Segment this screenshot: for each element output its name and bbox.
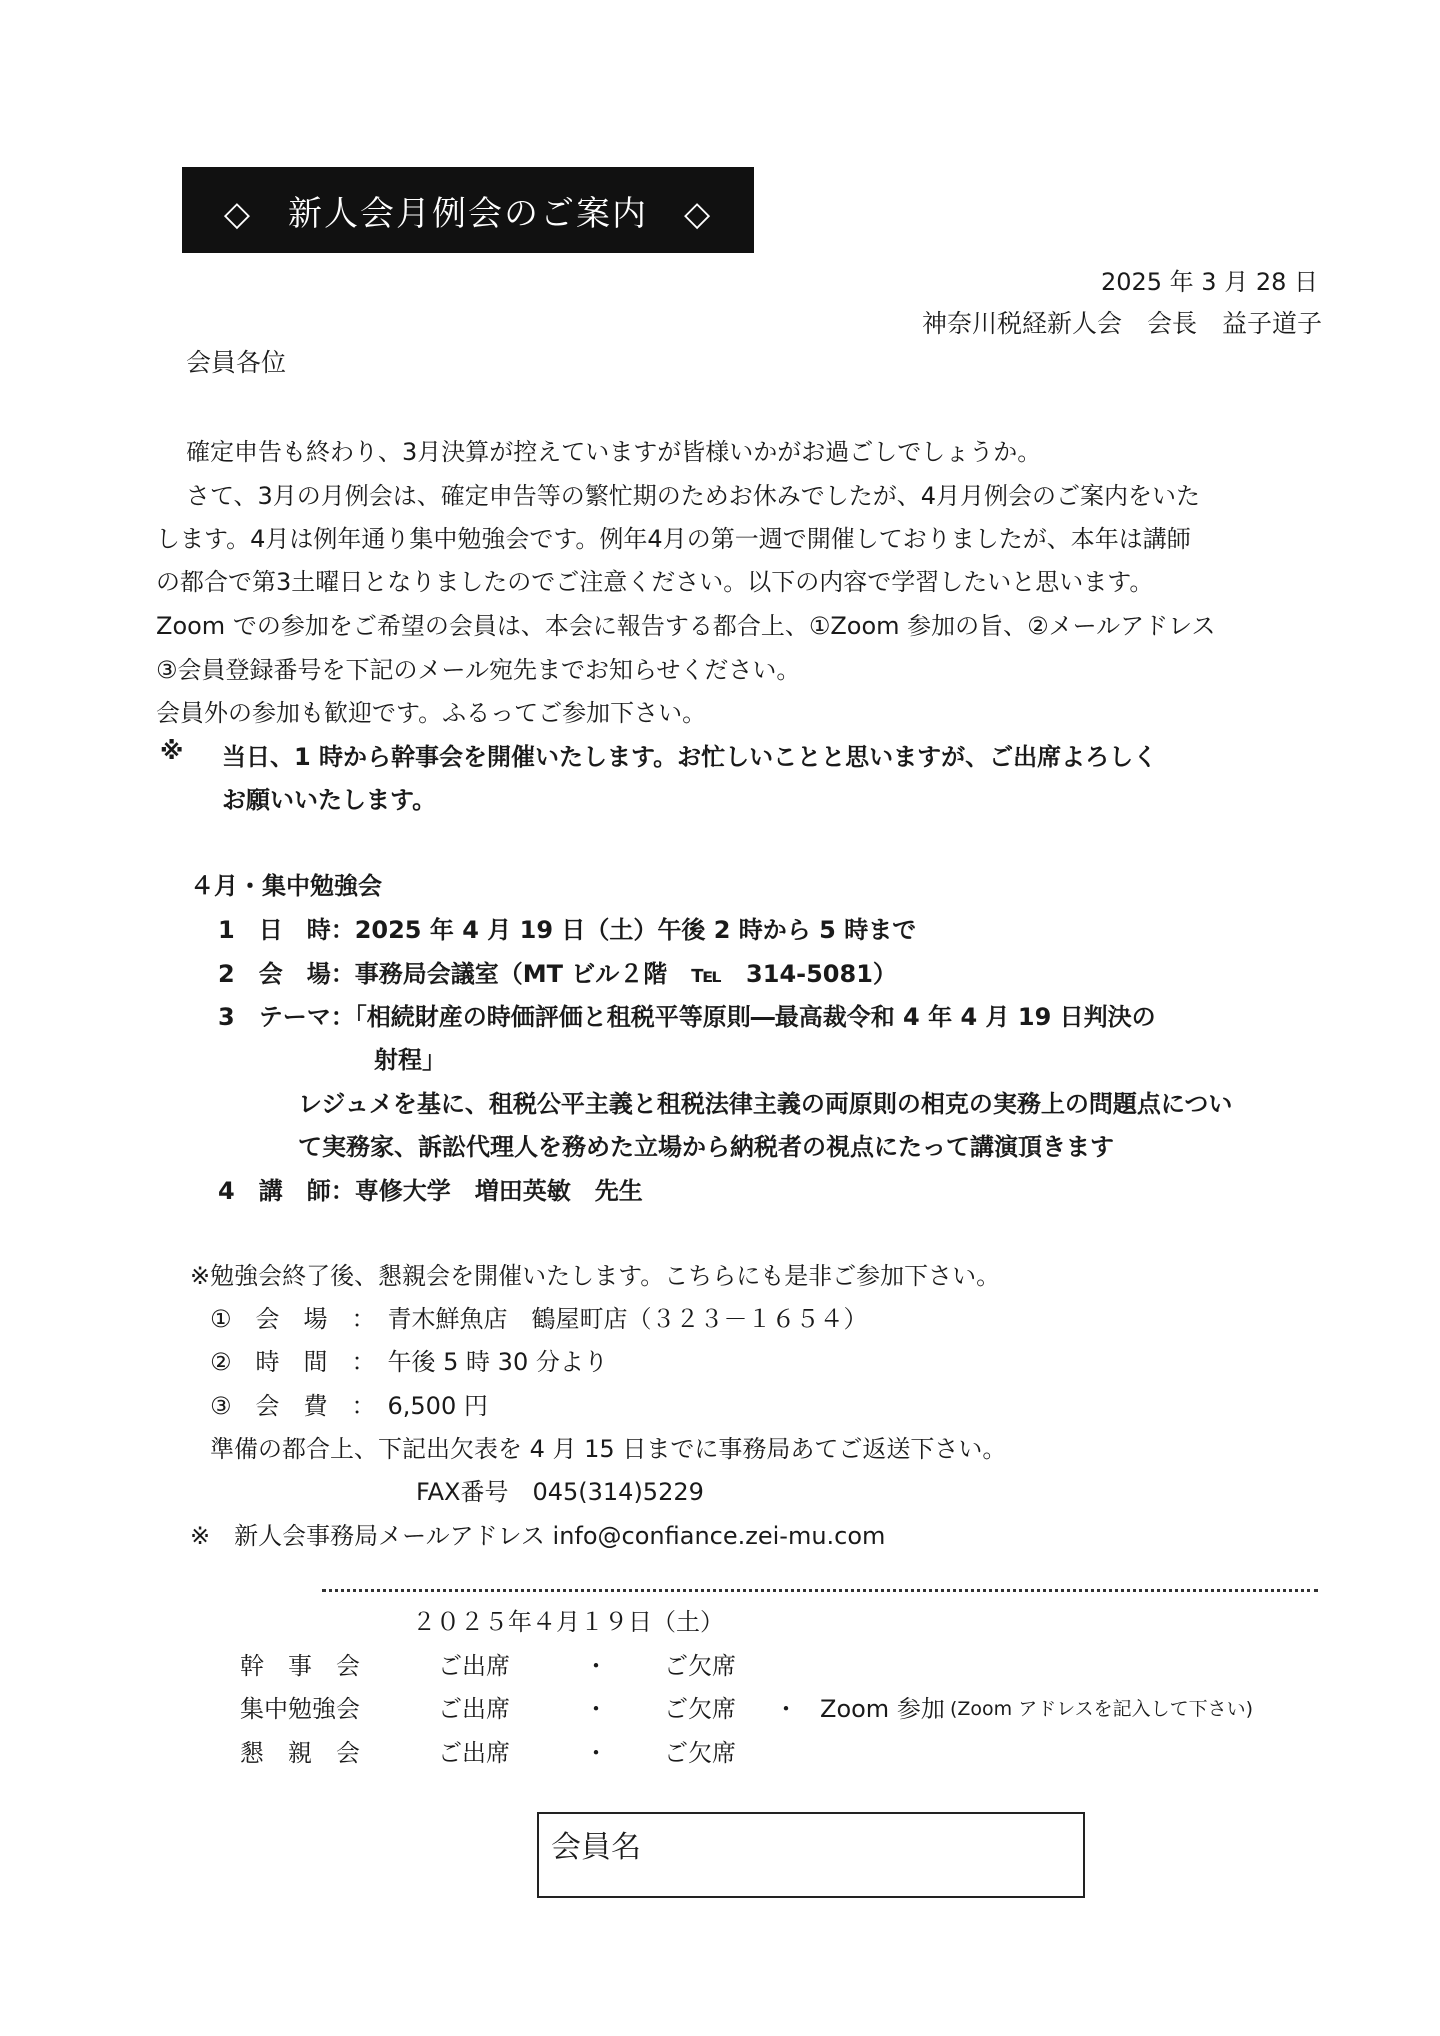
party-venue: ① 会 場 ： 青木鮮魚店 鶴屋町店（３２３－１６５４） — [210, 1305, 868, 1333]
absent-option[interactable]: ご欠席 — [664, 1739, 736, 1767]
program-description: レジュメを基に、租税公平主義と租税法律主義の両原則の相克の実務上の問題点につい — [298, 1090, 1233, 1118]
separator: ・ — [584, 1739, 608, 1767]
body-line: ③会員登録番号を下記のメール宛先までお知らせください。 — [156, 656, 801, 684]
body-line: さて、3月の月例会は、確定申告等の繁忙期のためお休みでしたが、4月月例会のご案内をいた — [186, 482, 1201, 510]
note-mark: ※ — [160, 737, 184, 765]
separator: ・ — [584, 1695, 608, 1723]
zoom-option[interactable]: Zoom 参加 — [820, 1695, 945, 1723]
program-heading: ４月・集中勉強会 — [190, 872, 382, 900]
reply-event-label: 懇 親 会 — [240, 1739, 360, 1767]
program-venue: 2 会 場：事務局会議室（MT ビル２階 ℡ 314-5081） — [218, 960, 897, 988]
party-time: ② 時 間 ： 午後 5 時 30 分より — [210, 1348, 608, 1376]
body-line: 会員外の参加も歓迎です。ふるってご参加下さい。 — [156, 699, 707, 727]
attend-option[interactable]: ご出席 — [438, 1695, 510, 1723]
fax-number: FAX番号 045(314)5229 — [416, 1478, 704, 1506]
sender: 神奈川税経新人会 会長 益子道子 — [921, 309, 1322, 338]
attend-option[interactable]: ご出席 — [438, 1739, 510, 1767]
body-line: Zoom での参加をご希望の会員は、本会に報告する都合上、①Zoom 参加の旨、②メールアドレス — [156, 612, 1216, 640]
body-line: 確定申告も終わり、3月決算が控えていますが皆様いかがお過ごしでしょうか。 — [186, 438, 1042, 466]
note-line: お願いいたします。 — [222, 786, 437, 814]
cut-line — [322, 1589, 1318, 1592]
party-fee: ③ 会 費 ： 6,500 円 — [210, 1392, 488, 1420]
member-name-field[interactable] — [537, 1812, 1085, 1898]
program-theme: 3 テーマ：「相続財産の時価評価と租税平等原則―最高裁令和 4 年 4 月 19 日判決の — [218, 1003, 1156, 1031]
program-theme-cont: 射程」 — [374, 1046, 446, 1074]
body-line: します。4月は例年通り集中勉強会です。例年4月の第一週で開催しておりましたが、本年は講師 — [156, 525, 1191, 553]
party-heading: ※勉強会終了後、懇親会を開催いたします。こちらにも是非ご参加下さい。 — [190, 1262, 1001, 1290]
office-email: ※ 新人会事務局メールアドレス info@confiance.zei-mu.com — [190, 1522, 886, 1550]
absent-option[interactable]: ご欠席 — [664, 1652, 736, 1680]
body-line: の都合で第3土曜日となりましたのでご注意ください。以下の内容で学習したいと思います。 — [156, 568, 1154, 596]
program-description: て実務家、訴訟代理人を務めた立場から納税者の視点にたって講演頂きます — [298, 1133, 1114, 1161]
program-lecturer: 4 講 師：専修大学 増田英敏 先生 — [218, 1177, 643, 1205]
attend-option[interactable]: ご出席 — [438, 1652, 510, 1680]
rsvp-instruction: 準備の都合上、下記出欠表を 4 月 15 日までに事務局あてご返送下さい。 — [210, 1435, 1007, 1463]
separator: ・ — [584, 1652, 608, 1680]
zoom-note: (Zoom アドレスを記入して下さい) — [950, 1698, 1254, 1720]
addressee: 会員各位 — [186, 348, 287, 377]
page-title: ◇ 新人会月例会のご案内 ◇ — [182, 167, 754, 253]
reply-date: ２０２５年４月１９日（土） — [412, 1608, 724, 1636]
member-name-label: 会員名 — [551, 1830, 641, 1865]
program-datetime: 1 日 時：2025 年 4 月 19 日（土）午後 2 時から 5 時まで — [218, 916, 917, 944]
document-date: 2025 年 3 月 28 日 — [1100, 268, 1318, 296]
separator: ・ — [774, 1695, 798, 1723]
absent-option[interactable]: ご欠席 — [664, 1695, 736, 1723]
reply-event-label: 幹 事 会 — [240, 1652, 360, 1680]
reply-event-label: 集中勉強会 — [240, 1695, 360, 1723]
note-line: 当日、1 時から幹事会を開催いたします。お忙しいことと思いますが、ご出席よろしく — [222, 743, 1158, 771]
